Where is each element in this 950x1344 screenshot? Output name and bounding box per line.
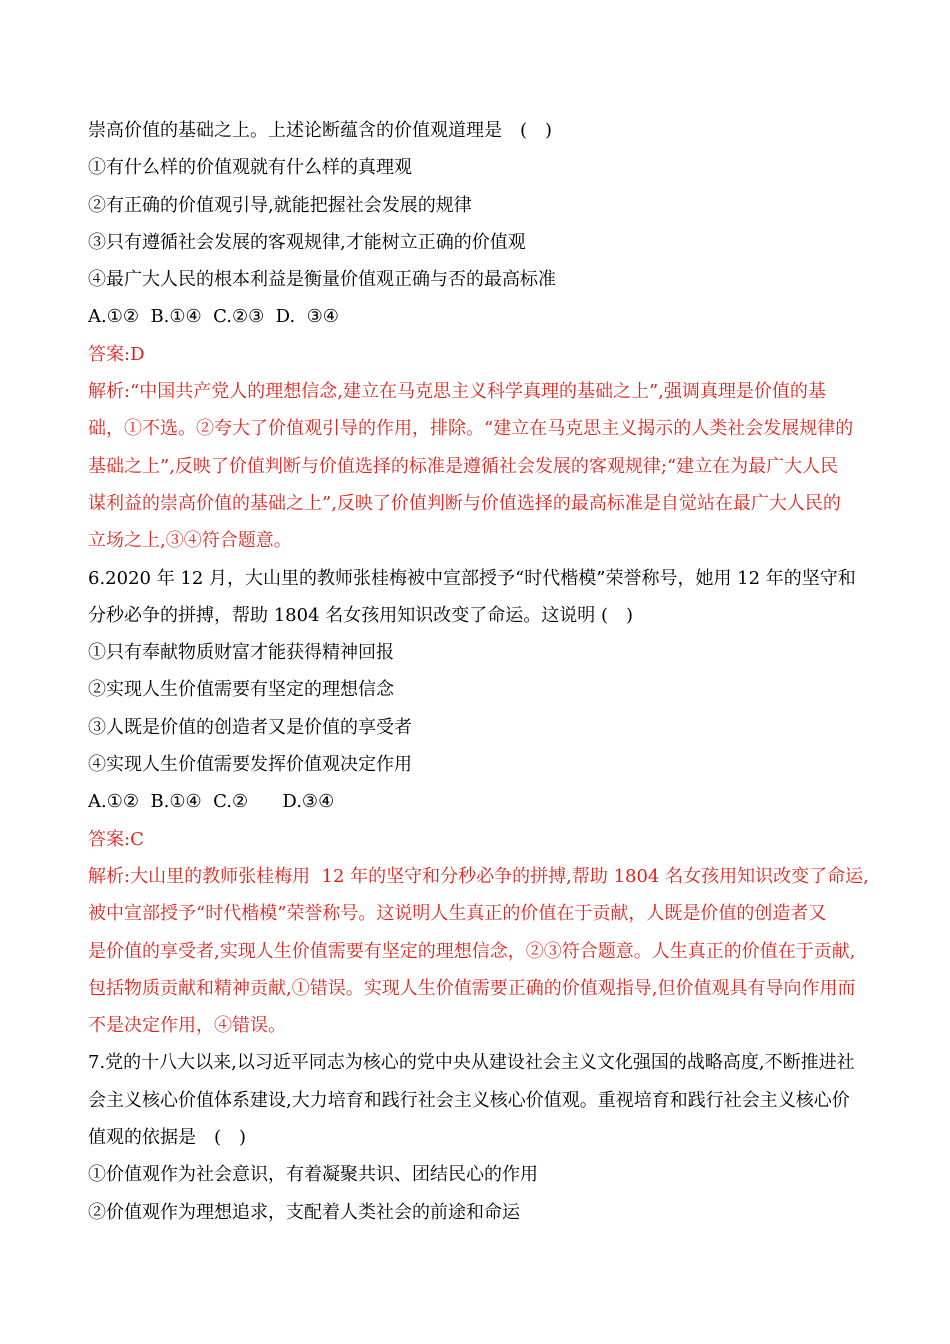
explanation-line: 解析:大山里的教师张桂梅用 12 年的坚守和分秒必争的拼搏,帮助 1804 名女孩用知识改变了命运, bbox=[88, 865, 869, 887]
option-statement: ④最广大人民的根本利益是衡量价值观正确与否的最高标准 bbox=[88, 269, 556, 291]
text-line: 分秒必争的拼搏，帮助 1804 名女孩用知识改变了命运。这说明 ( ) bbox=[88, 604, 634, 626]
explanation-line: 谋利益的崇高价值的基础之上”,反映了价值判断与价值选择的最高标准是自觉站在最广大人民的 bbox=[88, 492, 841, 514]
option-statement: ②实现人生价值需要有坚定的理想信念 bbox=[88, 679, 394, 701]
answer-line: 答案:C bbox=[88, 828, 144, 850]
explanation-line: 是价值的享受者,实现人生价值需要有坚定的理想信念，②③符合题意。人生真正的价值在于贡献, bbox=[88, 940, 856, 962]
answer-choices: A.①② B.①④ C.②③ D. ③④ bbox=[88, 306, 339, 328]
explanation-line: 被中宣部授予“时代楷模”荣誉称号。这说明人生真正的价值在于贡献，人既是价值的创造者又 bbox=[88, 903, 827, 925]
option-statement: ①只有奉献物质财富才能获得精神回报 bbox=[88, 642, 394, 664]
question-stem: 6.2020 年 12 月，大山里的教师张桂梅被中宣部授予“时代楷模”荣誉称号，她用 12 年的坚守和 bbox=[88, 567, 856, 589]
answer-choices: A.①② B.①④ C.② D.③④ bbox=[88, 791, 335, 813]
option-statement: ③只有遵循社会发展的客观规律,才能树立正确的价值观 bbox=[88, 231, 526, 253]
option-statement: ③人既是价值的创造者又是价值的享受者 bbox=[88, 716, 412, 738]
option-statement: ①价值观作为社会意识，有着凝聚共识、团结民心的作用 bbox=[88, 1164, 538, 1186]
option-statement: ④实现人生价值需要发挥价值观决定作用 bbox=[88, 754, 412, 776]
text-line: 会主义核心价值体系建设,大力培育和践行社会主义核心价值观。重视培育和践行社会主义核心价 bbox=[88, 1089, 850, 1111]
explanation-line: 解析:“中国共产党人的理想信念,建立在马克思主义科学真理的基础之上”,强调真理是价值的基 bbox=[88, 381, 826, 403]
option-statement: ①有什么样的价值观就有什么样的真理观 bbox=[88, 157, 412, 179]
answer-line: 答案:D bbox=[88, 343, 145, 365]
explanation-line: 础，①不选。②夸大了价值观引导的作用，排除。“建立在马克思主义揭示的人类社会发展规律的 bbox=[88, 418, 854, 440]
option-statement: ②有正确的价值观引导,就能把握社会发展的规律 bbox=[88, 194, 472, 216]
explanation-line: 立场之上,③④符合题意。 bbox=[88, 530, 292, 552]
explanation-line: 基础之上”,反映了价值判断与价值选择的标准是遵循社会发展的客观规律;“建立在为最广大人民 bbox=[88, 455, 839, 477]
document-page bbox=[88, 112, 898, 1231]
explanation-line: 包括物质贡献和精神贡献,①错误。实现人生价值需要正确的价值观指导,但价值观具有导向作用而 bbox=[88, 977, 856, 999]
question-stem: 7.党的十八大以来,以习近平同志为核心的党中央从建设社会主义文化强国的战略高度,不断推进社 bbox=[88, 1052, 855, 1074]
explanation-line: 不是决定作用，④错误。 bbox=[88, 1015, 286, 1037]
text-line: 崇高价值的基础之上。上述论断蕴含的价值观道理是 ( ) bbox=[88, 120, 553, 141]
option-statement: ②价值观作为理想追求，支配着人类社会的前途和命运 bbox=[88, 1201, 520, 1223]
text-line: 值观的依据是 ( ) bbox=[88, 1127, 247, 1149]
